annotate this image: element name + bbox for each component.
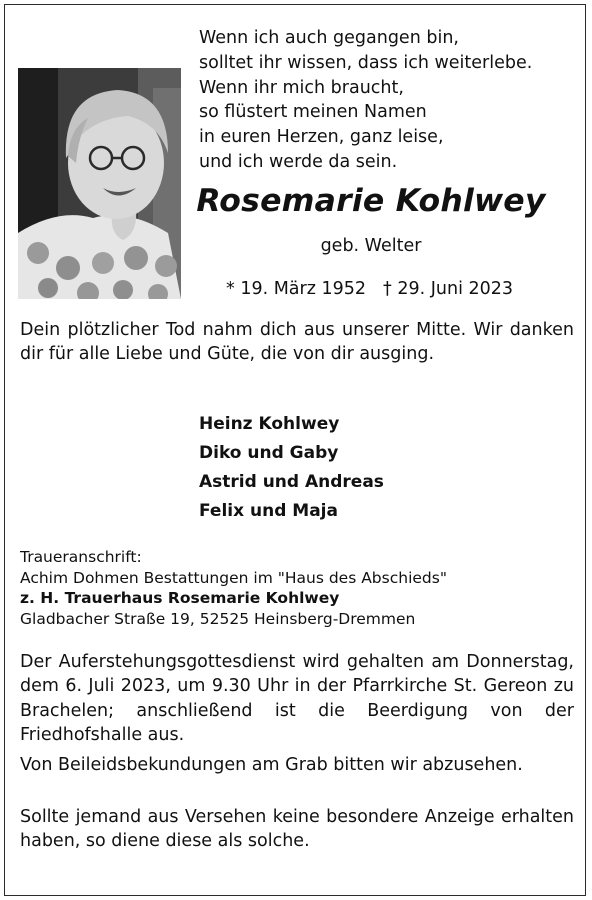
family-member: Felix und Maja [199, 501, 338, 521]
address-line: Gladbacher Straße 19, 52525 Heinsberg-Dremmen [20, 609, 416, 628]
death-date: † 29. Juni 2023 [383, 279, 514, 299]
birth-name: geb. Welter [320, 236, 422, 256]
address-line: Achim Dohmen Bestattungen im "Haus des Abschieds" [20, 568, 447, 587]
family-member: Diko und Gaby [199, 443, 339, 463]
notice-note: Sollte jemand aus Versehen keine besondere Anzeige erhalten haben, so diene diese als solche. [20, 807, 574, 852]
address-line: z. H. Trauerhaus Rosemarie Kohlwey [20, 589, 340, 608]
birth-date: * 19. März 1952 [226, 279, 367, 299]
service-details: Der Auferstehungsgottesdienst wird gehalten am Donnerstag, dem 6. Juli 2023, um 9.30 Uhr in der Pfarrkirche St. Gereon zu Brachelen; anschließend ist die Beerdigung von der Friedhofshalle aus. [20, 652, 574, 746]
address-heading: Traueranschrift: [20, 548, 142, 566]
farewell-text: Dein plötzlicher Tod nahm dich aus unserer Mitte. Wir danken dir für alle Liebe und Güte, die von dir ausging. [20, 320, 574, 365]
deceased-name: Rosemarie Kohlwey [196, 183, 546, 219]
family-member: Astrid und Andreas [199, 472, 384, 492]
mourning-address [20, 547, 447, 629]
condolence-note: Von Beileidsbekundungen am Grab bitten wir abzusehen. [20, 755, 523, 775]
family-member: Heinz Kohlwey [199, 414, 340, 434]
life-dates [226, 279, 513, 299]
family-list [199, 410, 384, 526]
memorial-poem: Wenn ich auch gegangen bin, solltet ihr wissen, dass ich weiterlebe. Wenn ihr mich braucht, so flüstert meinen Namen in euren Herzen, ganz leise, und ich werde da sein. [199, 28, 533, 172]
